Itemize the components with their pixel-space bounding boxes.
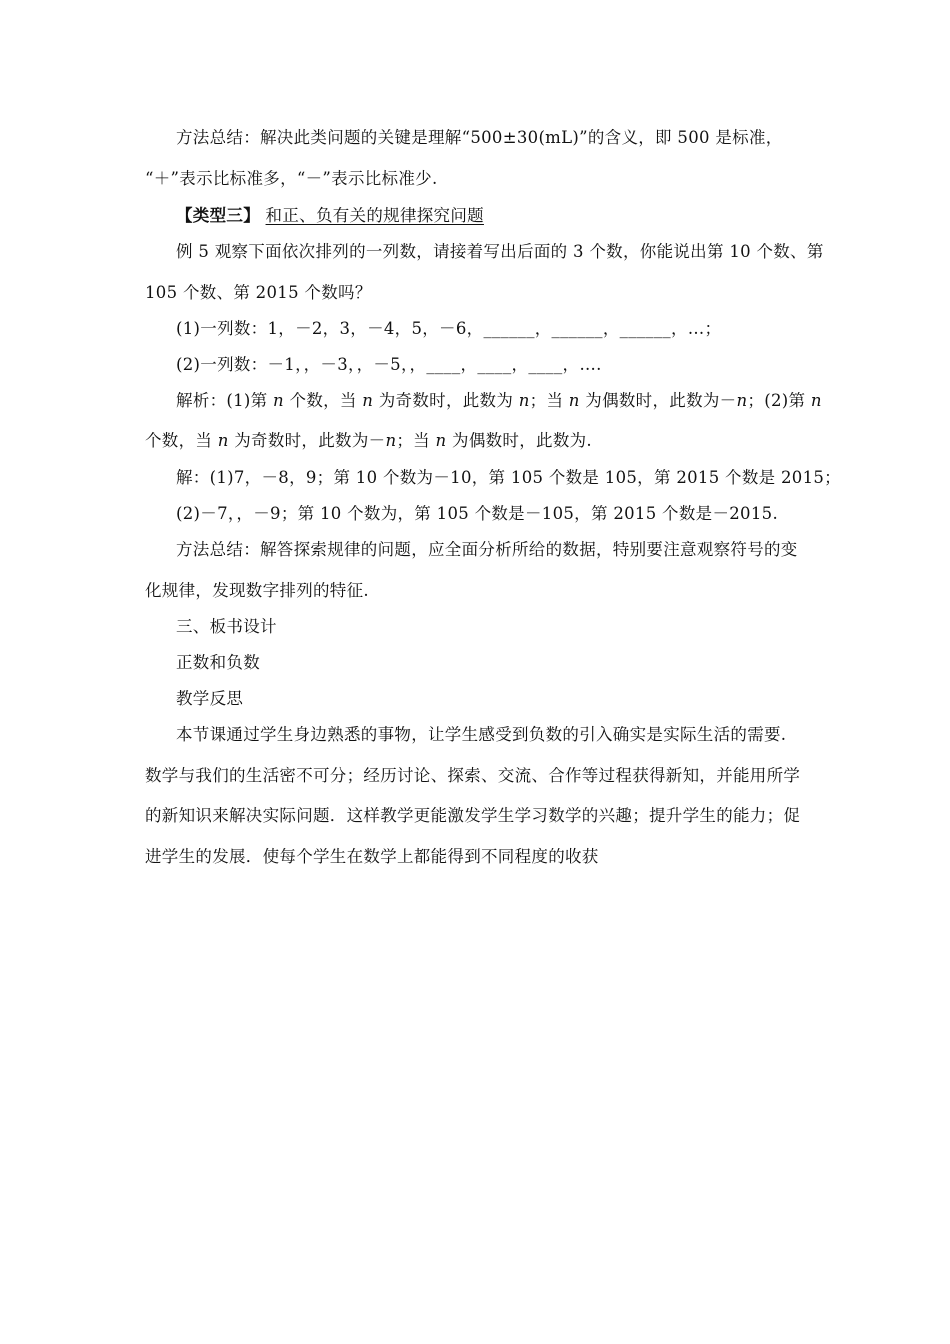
- type-title: 和正、负有关的规律探究问题: [265, 206, 484, 225]
- board-title: 正数和负数: [176, 653, 260, 672]
- method-summary-2-line-2: 化规律，发现数字排列的特征.: [145, 581, 369, 600]
- type-three-heading: [176, 205, 484, 227]
- section-board-design: 三、板书设计: [176, 617, 277, 636]
- reflection-line-1: 本节课通过学生身边熟悉的事物，让学生感受到负数的引入确实是实际生活的需要.: [176, 725, 787, 744]
- example-5-line-1: 例 5 观察下面依次排列的一列数，请接着写出后面的 3 个数，你能说出第 10 个数、第: [176, 242, 824, 261]
- analysis-line-1: 解析：(1)第 n 个数，当 n 为奇数时，此数为 n；当 n 为偶数时，此数为－n；(2)第 n: [176, 391, 822, 410]
- example-5-line-2: 105 个数、第 2015 个数吗？: [145, 283, 372, 302]
- method-summary-2-line-1: 方法总结：解答探索规律的问题，应全面分析所给的数据，特别要注意观察符号的变: [176, 540, 798, 559]
- method-summary-line-1: 方法总结：解决此类问题的关键是理解“500±30(mL)”的含义，即 500 是标准，: [176, 128, 783, 147]
- sequence-2: (2)一列数：－1，，－3，，－5，，____，____，____，….: [176, 355, 602, 374]
- method-summary-line-2: “＋”表示比标准多，“－”表示比标准少.: [145, 169, 438, 188]
- solution-line-2: (2)－7，，－9；第 10 个数为，第 105 个数是－105，第 2015 个数是－2015.: [176, 504, 778, 523]
- analysis-line-2: 个数，当 n 为奇数时，此数为－n；当 n 为偶数时，此数为.: [145, 431, 592, 450]
- reflection-line-4: 进学生的发展．使每个学生在数学上都能得到不同程度的收获: [145, 847, 599, 866]
- type-tag: 【类型三】: [176, 206, 260, 225]
- teaching-reflection-heading: 教学反思: [176, 689, 244, 708]
- sequence-1: (1)一列数：1，－2，3，－4，5，－6，______，______，______，…；: [176, 319, 722, 338]
- solution-line-1: 解：(1)7，－8，9；第 10 个数为－10，第 105 个数是 105，第 2015 个数是 2015；: [176, 468, 841, 487]
- reflection-line-2: 数学与我们的生活密不可分；经历讨论、探索、交流、合作等过程获得新知，并能用所学: [145, 766, 801, 785]
- reflection-line-3: 的新知识来解决实际问题．这样教学更能激发学生学习数学的兴趣；提升学生的能力；促: [145, 806, 801, 825]
